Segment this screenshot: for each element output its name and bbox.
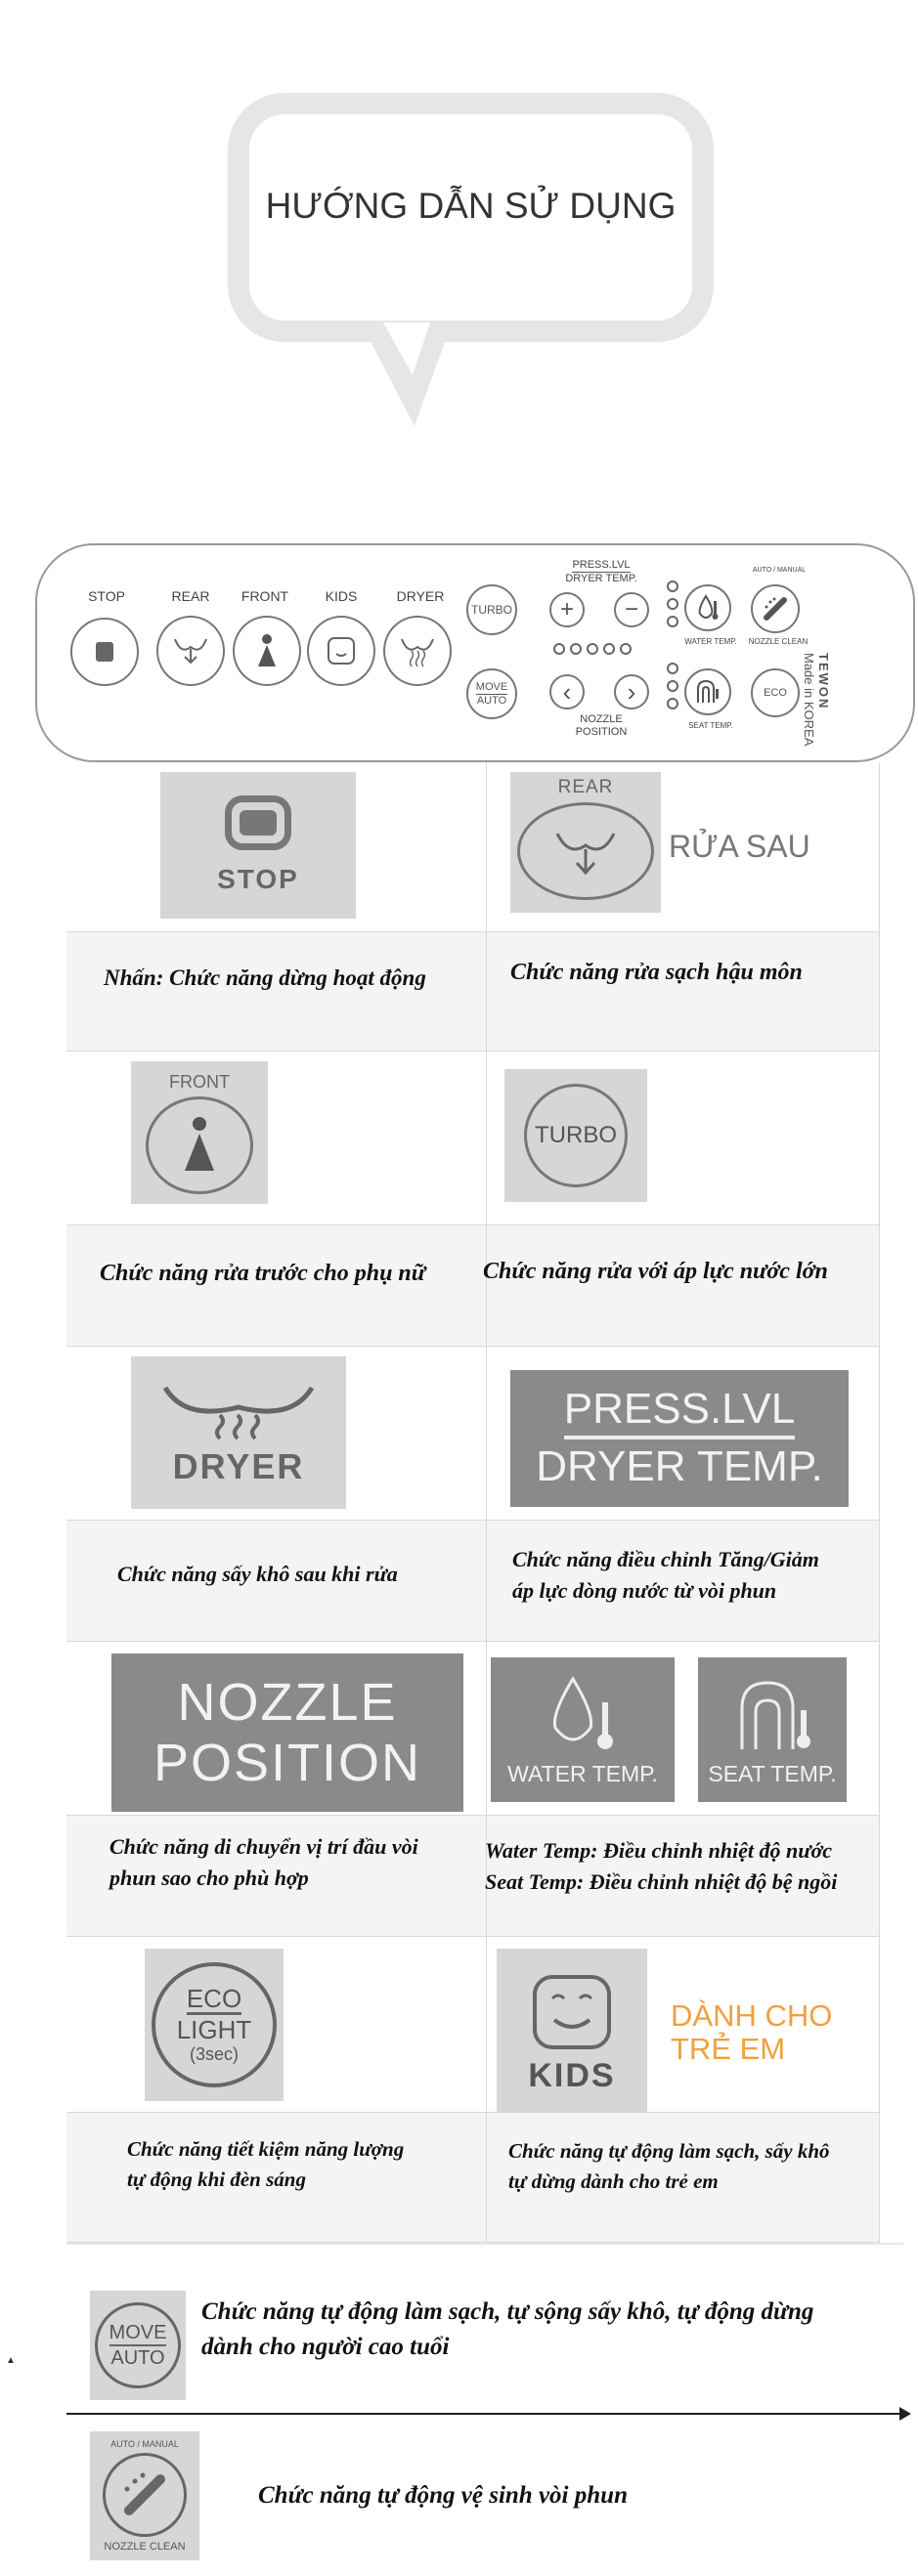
made-in-label: Made in KOREA	[802, 653, 816, 747]
section-divider	[66, 2243, 903, 2245]
dryer-icon-label: DRYER	[172, 1446, 305, 1486]
table-cell	[66, 1052, 487, 1225]
seat-temp-image	[698, 1657, 847, 1802]
press-lvl-label: PRESS.LVL	[564, 1383, 795, 1439]
nozzle-clean-image	[90, 2431, 199, 2560]
kids-face-icon	[325, 634, 358, 667]
nozzle-position-label: NOZZLE POSITION	[575, 713, 628, 738]
seat-temp-label: SEAT TEMP.	[708, 1760, 837, 1786]
front-button[interactable]	[233, 616, 301, 686]
kids-icon-image	[497, 1949, 647, 2115]
dryer-label: DRYER	[396, 588, 445, 604]
dryer-icon-image	[131, 1356, 346, 1509]
plus-button[interactable]: +	[549, 592, 585, 627]
table-cell	[487, 1225, 880, 1347]
move-label: MOVE	[475, 680, 508, 693]
arrow-line	[66, 2413, 903, 2415]
stop-icon-image	[160, 772, 356, 919]
front-description: Chức năng rửa trước cho phụ nữ	[100, 1261, 426, 1286]
brand-name: TEWON	[816, 653, 831, 710]
nozzle-clean-icon	[103, 2453, 187, 2537]
auto-manual-label: AUTO / MANUAL	[110, 2439, 179, 2449]
eco-light-icon: ECO LIGHT (3sec)	[152, 1962, 277, 2087]
dryer-button[interactable]	[383, 616, 452, 686]
nozzle-description: Chức năng di chuyển vị trí đầu vòi phun sao cho phù hợp	[109, 1834, 418, 1890]
nozzle-clean-icon	[761, 594, 790, 623]
front-label: FRONT	[240, 588, 289, 604]
nozzle-clean-button[interactable]	[751, 584, 800, 633]
nozzle-clean-label: NOZZLE CLEAN	[104, 2541, 186, 2553]
rear-button[interactable]	[156, 616, 225, 686]
press-lvl-label: PRESS.LVL DRYER TEMP.	[565, 559, 637, 584]
right-button[interactable]: ›	[614, 674, 649, 709]
stop-square-icon	[96, 642, 113, 662]
table-cell	[66, 932, 487, 1052]
dryer-description: Chức năng sấy khô sau khi rửa	[117, 1562, 398, 1586]
water-temp-button[interactable]	[684, 584, 731, 631]
left-button[interactable]: ‹	[549, 674, 585, 709]
seat-temp-dots	[667, 663, 678, 709]
arrow-head	[899, 2407, 911, 2421]
water-drop-icon	[695, 593, 721, 623]
woman-icon	[146, 1096, 253, 1194]
brand-vertical	[802, 653, 831, 760]
water-temp-dots	[667, 580, 678, 627]
move-auto-icon: MOVE AUTO	[95, 2302, 181, 2388]
nozzle-label: NOZZLE	[177, 1673, 398, 1732]
stop-button[interactable]	[70, 618, 139, 686]
turbo-button[interactable]: TURBO	[466, 584, 517, 635]
stop-description: Nhấn: Chức năng dừng hoạt động	[104, 966, 426, 990]
bubble-tail-inner	[383, 322, 430, 375]
kids-button[interactable]	[307, 616, 375, 686]
water-temp-image	[491, 1657, 675, 1802]
nozzle-clean-label: NOZZLE CLEAN	[748, 637, 809, 646]
table-cell	[487, 932, 880, 1052]
stop-label: STOP	[88, 588, 125, 604]
front-icon-image	[131, 1061, 268, 1204]
level-dots	[553, 643, 632, 655]
position-label: POSITION	[153, 1734, 422, 1792]
kids-face-icon	[523, 1969, 621, 2057]
turbo-description: Chức năng rửa với áp lực nước lớn	[483, 1259, 828, 1284]
kids-label: KIDS	[325, 588, 358, 604]
water-temp-label: WATER TEMP.	[684, 637, 737, 646]
rear-label: REAR	[171, 588, 210, 604]
move-auto-image	[90, 2291, 186, 2400]
stop-icon-label: STOP	[217, 864, 299, 894]
rear-side-label: RỬA SAU	[669, 829, 810, 864]
rear-icon-label: REAR	[557, 777, 614, 797]
page-title: HƯỚNG DẪN SỬ DỤNG	[265, 186, 677, 226]
rear-description: Chức năng rửa sạch hậu môn	[510, 960, 803, 985]
rear-icon	[171, 633, 210, 668]
kids-side-label: DÀNH CHO TRẺ EM	[671, 1998, 833, 2066]
minus-button[interactable]: −	[614, 592, 649, 627]
press-lvl-image	[510, 1370, 849, 1507]
seat-temp-button[interactable]	[684, 668, 731, 715]
water-drop-icon	[544, 1673, 622, 1761]
seat-icon	[728, 1673, 816, 1761]
rear-icon	[517, 802, 654, 900]
eco-button[interactable]: ECO	[751, 668, 800, 717]
seat-temp-label: SEAT TEMP.	[688, 721, 733, 730]
kids-icon-label: KIDS	[528, 2056, 616, 2094]
temp-description: Water Temp: Điều chỉnh nhiệt độ nước Seat Temp: Điều chỉnh nhiệt độ bệ ngồi	[485, 1838, 838, 1894]
auto-manual-label: AUTO / MANUAL	[752, 567, 807, 574]
eco-light-image	[145, 1949, 284, 2101]
press-lvl-description: Chức năng điều chỉnh Tăng/Giảm áp lực dòng nước từ vòi phun	[512, 1547, 819, 1603]
rear-icon-image	[510, 772, 661, 913]
stop-icon	[225, 795, 291, 850]
eco-description: Chức năng tiết kiệm năng lượng tự động khi đèn sáng	[127, 2137, 405, 2191]
dryer-icon	[155, 1378, 322, 1446]
marker-dot: ▲	[6, 2355, 16, 2366]
kids-description: Chức năng tự động làm sạch, sấy khô tự dừng dành cho trẻ em	[508, 2139, 830, 2193]
move-auto-button[interactable]	[466, 668, 517, 719]
seat-icon	[694, 677, 721, 707]
front-icon-label: FRONT	[169, 1071, 230, 1092]
water-temp-label: WATER TEMP.	[507, 1760, 658, 1786]
move-auto-description: Chức năng tự động làm sạch, tự sộng sấy khô, tự động dừng dành cho người cao tuổi	[201, 2298, 814, 2360]
nozzle-position-image	[111, 1653, 463, 1812]
dryer-temp-label: DRYER TEMP.	[536, 1442, 823, 1490]
auto-label: AUTO	[476, 694, 507, 707]
turbo-icon: TURBO	[524, 1084, 628, 1187]
nozzle-clean-description: Chức năng tự động vệ sinh vòi phun	[258, 2482, 628, 2509]
woman-icon	[252, 631, 282, 670]
dryer-icon	[398, 633, 437, 668]
turbo-icon-image	[504, 1069, 647, 1202]
